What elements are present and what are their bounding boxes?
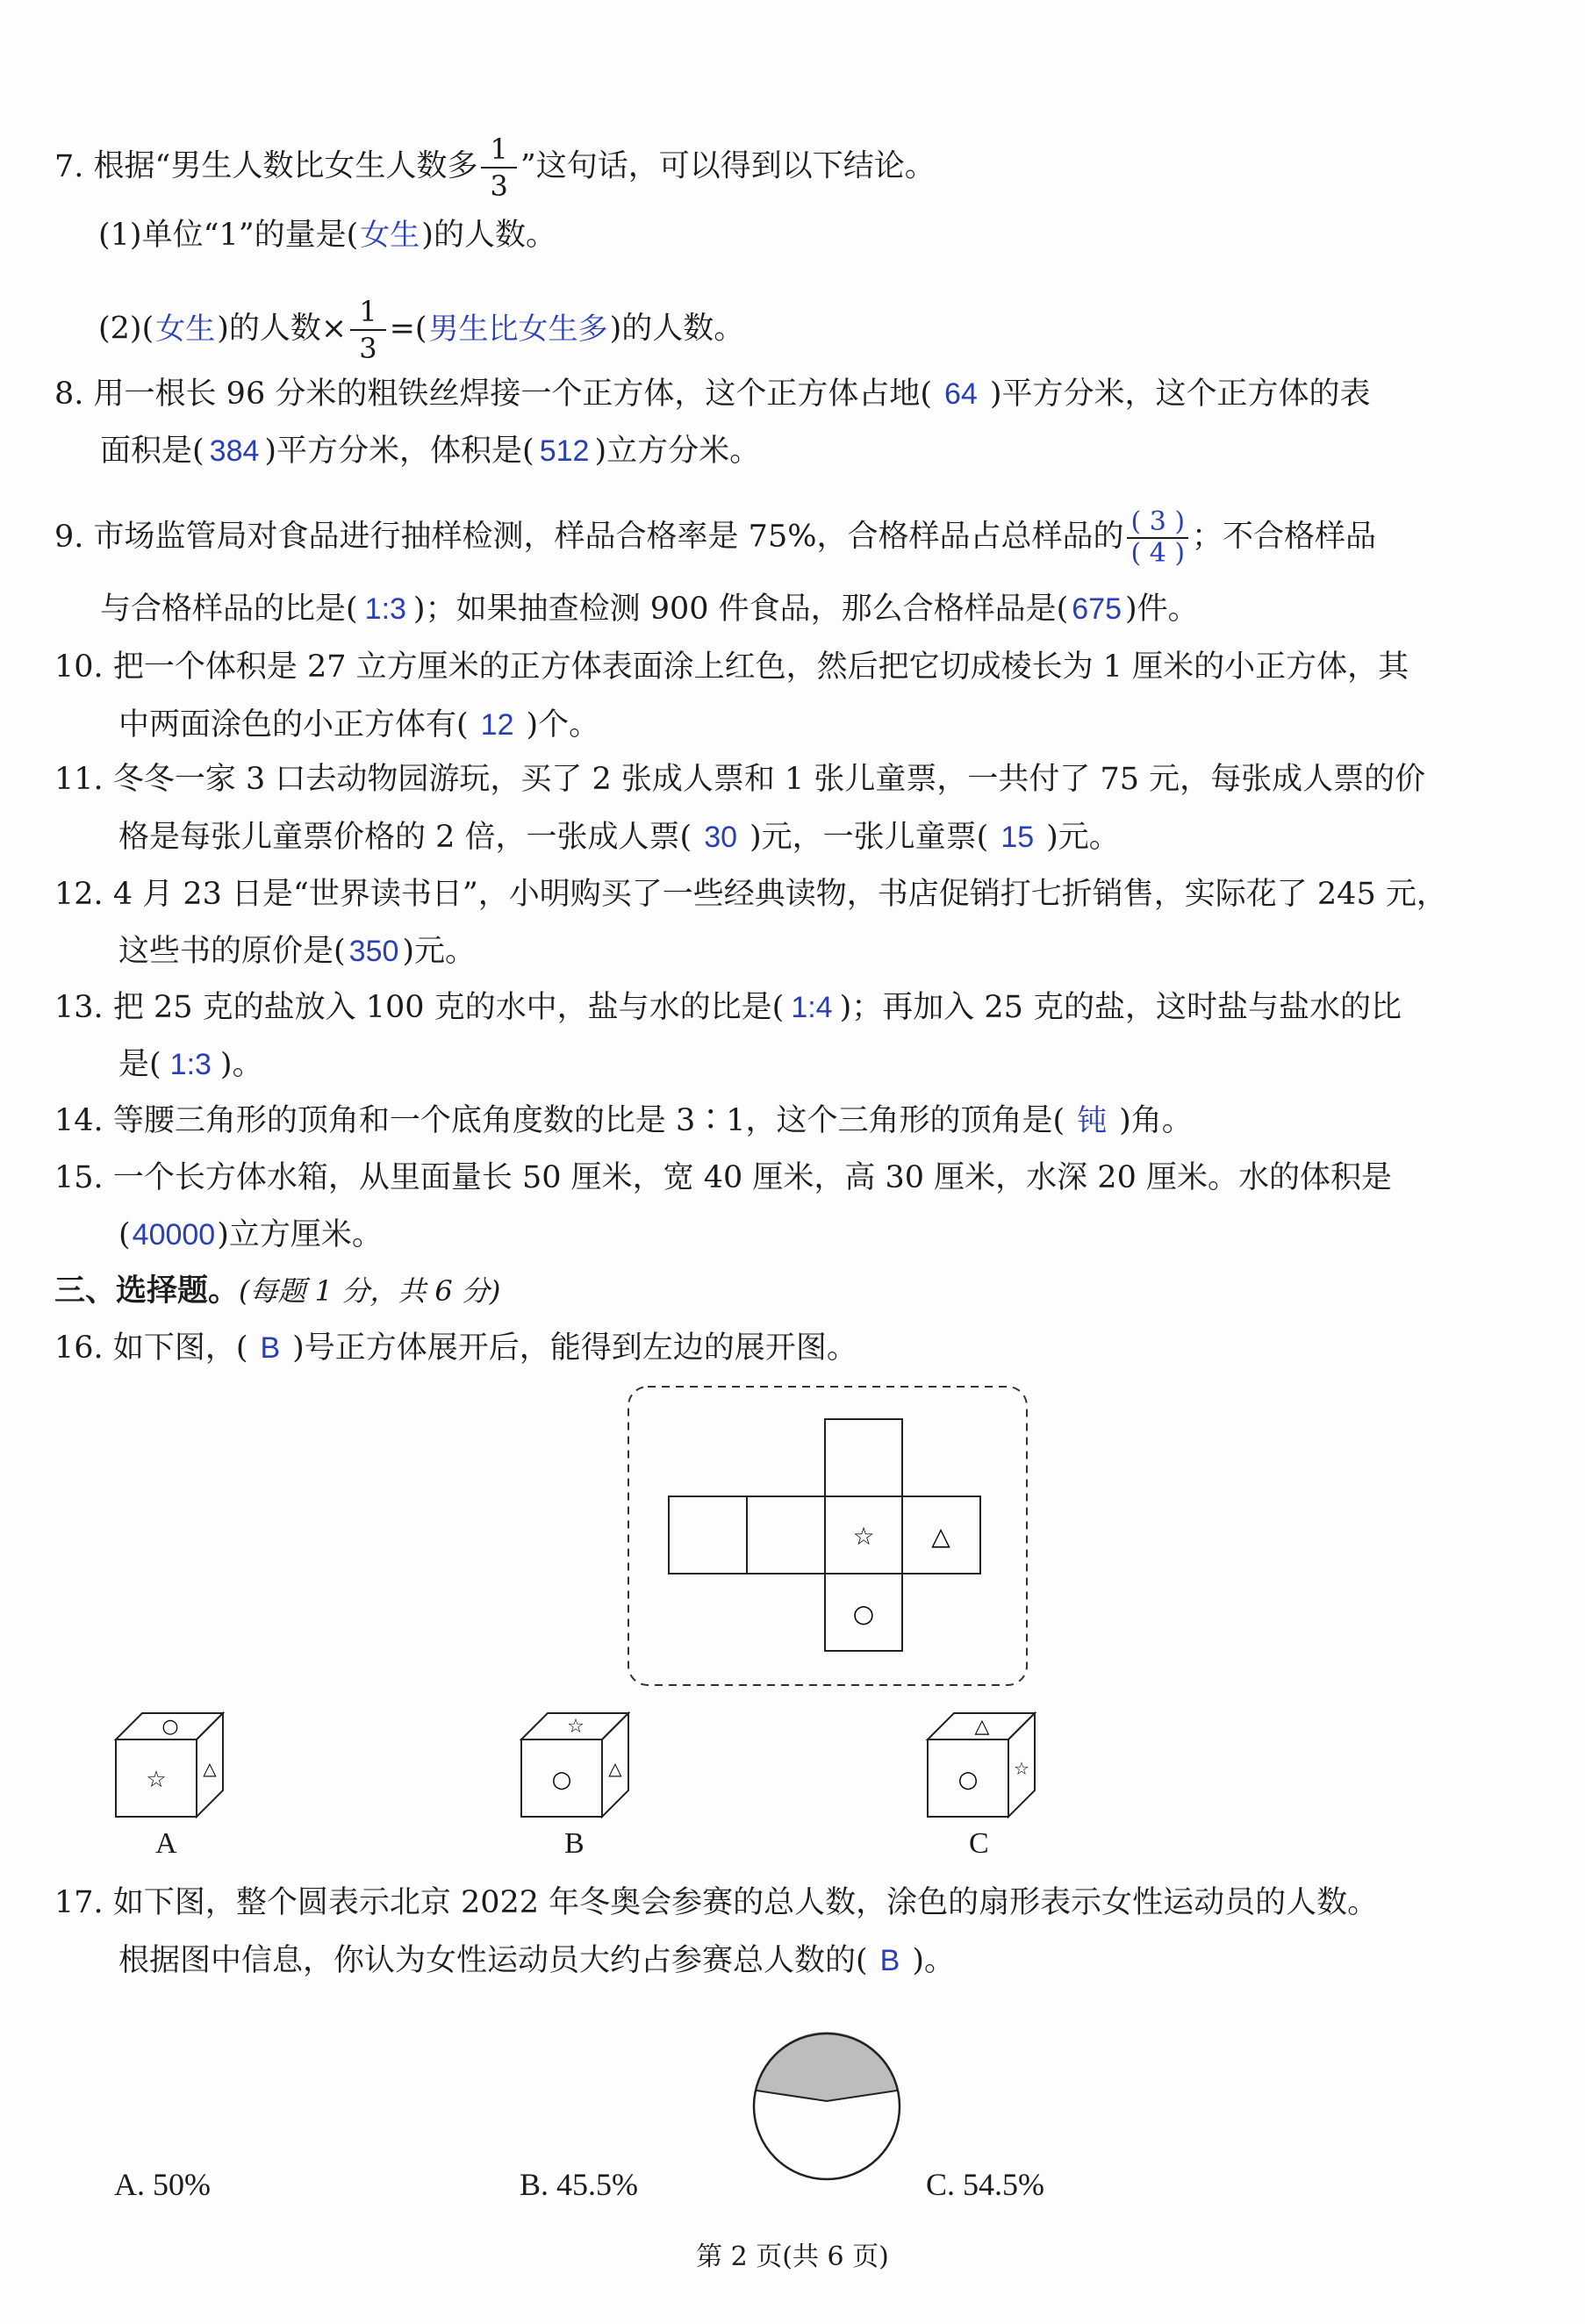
answer-8-1[interactable]: 64 — [944, 377, 978, 411]
answer-14-1[interactable]: 钝 — [1077, 1104, 1108, 1137]
question-7-sub2: (2)(女生)的人数× $\frac{1}{3}$ =(男生比女生多)的人数。 — [98, 295, 745, 365]
cube-a-figure — [112, 1708, 235, 1822]
question-15-line2: (40000)立方厘米。 — [118, 1212, 1539, 1258]
answer-7-2a[interactable]: 女生 — [155, 312, 216, 346]
net-square-1 — [669, 1496, 747, 1574]
female-athletes-sector — [756, 2032, 899, 2101]
net-star-icon: ☆ — [852, 1522, 875, 1551]
answer-13-2[interactable]: 1:3 — [169, 1048, 212, 1081]
cube-c-label[interactable]: C — [969, 1827, 989, 1860]
answer-7-2b[interactable]: 男生比女生多 — [428, 312, 608, 346]
question-11-line1: 11. 冬冬一家 3 口去动物园游玩，买了 2 张成人票和 1 张儿童票，一共付了 75 元，每张成人票的价 — [54, 762, 1426, 797]
pie-circle-figure — [748, 2027, 906, 2185]
answer-11-1[interactable]: 30 — [704, 821, 738, 854]
answer-12-1[interactable]: 350 — [348, 935, 399, 968]
cube-b-side-icon: △ — [608, 1758, 622, 1779]
net-square-top — [825, 1419, 902, 1496]
net-dashed-border — [628, 1387, 1027, 1685]
question-14: 14. 等腰三角形的顶角和一个底角度数的比是 3∶1，这个三角形的顶角是( 钝 )角。 — [54, 1098, 1539, 1144]
answer-7-1[interactable]: 女生 — [360, 219, 420, 252]
cube-net-figure — [614, 1378, 1036, 1694]
answer-10-1[interactable]: 12 — [480, 708, 514, 742]
question-7-stem: 7. 根据“男生人数比女生人数多 $\frac{1}{3}$ ”这句话，可以得到以下结论。 — [54, 133, 936, 203]
answer-9-1[interactable]: 1:3 — [364, 592, 406, 626]
cube-b-front-icon: ○ — [551, 1767, 572, 1793]
question-13-line2: 是( 1:3 )。 — [118, 1042, 1539, 1087]
net-circle-icon: ○ — [852, 1599, 875, 1628]
net-square-2 — [747, 1496, 825, 1574]
net-triangle-icon: △ — [931, 1522, 950, 1551]
question-10-line1: 10. 把一个体积是 27 立方厘米的正方体表面涂上红色，然后把它切成棱长为 1 厘米的小正方体，其 — [54, 649, 1409, 685]
question-9-line1: 9. 市场监管局对食品进行抽样检测，样品合格率是 75%，合格样品占总样品的 $\frac{( 3 )}{( 4 )}$ ；不合格样品 — [54, 506, 1377, 569]
option-a[interactable]: A. 50% — [114, 2167, 211, 2202]
cube-c-figure — [924, 1708, 1047, 1822]
cube-b-top-icon: ☆ — [567, 1716, 585, 1738]
answer-17-1[interactable]: B — [879, 1944, 900, 1977]
cube-c-side-icon: ☆ — [1014, 1758, 1029, 1779]
answer-15-1[interactable]: 40000 — [132, 1218, 216, 1252]
section-3-heading: 三、选择题。(每题 1 分，共 6 分) — [54, 1273, 501, 1309]
question-8-line2: 面积是( 384 )平方分米，体积是( 512 )立方分米。 — [100, 428, 1539, 474]
question-13-line1: 13. 把 25 克的盐放入 100 克的水中，盐与水的比是( 1:4 )；再加入 25 克的盐，这时盐与盐水的比 — [54, 985, 1539, 1030]
answer-8-2[interactable]: 384 — [209, 434, 260, 468]
question-12-line2: 这些书的原价是( 350 )元。 — [118, 929, 1539, 974]
cube-c-top-icon: △ — [974, 1716, 990, 1738]
page-footer: 第 2 页(共 6 页) — [696, 2242, 889, 2272]
question-7-sub1: (1)单位“1”的量是(女生)的人数。 — [98, 212, 1539, 258]
question-12-line1: 12. 4 月 23 日是“世界读书日”，小明购买了一些经典读物，书店促销打七折销售，实际花了 245 元， — [54, 877, 1447, 912]
answer-11-2[interactable]: 15 — [1000, 821, 1035, 854]
answer-13-1[interactable]: 1:4 — [791, 991, 833, 1024]
cube-a-label[interactable]: A — [155, 1827, 177, 1860]
fraction-one-third: $\frac{1}{3}$ — [481, 132, 516, 204]
question-17-line1: 17. 如下图，整个圆表示北京 2022 年冬奥会参赛的总人数，涂色的扇形表示女性运动员的人数。 — [54, 1885, 1379, 1920]
cube-c-front-icon: ○ — [957, 1767, 979, 1793]
question-8-line1: 8. 用一根长 96 分米的粗铁丝焊接一个正方体，这个正方体占地( 64 )平方分米，这个正方体的表 — [54, 371, 1539, 417]
question-11-line2: 格是每张儿童票价格的 2 倍，一张成人票( 30 )元，一张儿童票( 15 )元。 — [118, 814, 1539, 860]
answer-16-1[interactable]: B — [260, 1331, 281, 1365]
question-16: 16. 如下图，( B )号正方体展开后，能得到左边的展开图。 — [54, 1325, 1539, 1371]
option-c[interactable]: C. 54.5% — [926, 2167, 1044, 2202]
fraction-one-third-2: $\frac{1}{3}$ — [350, 294, 385, 366]
answer-9-2[interactable]: 675 — [1072, 592, 1122, 626]
answer-8-3[interactable]: 512 — [539, 434, 590, 468]
question-15-line1: 15. 一个长方体水箱，从里面量长 50 厘米，宽 40 厘米，高 30 厘米，水深 20 厘米。水的体积是 — [54, 1160, 1392, 1195]
question-9-line2: 与合格样品的比是( 1:3 )；如果抽查检测 900 件食品，那么合格样品是( 675 )件。 — [100, 586, 1539, 632]
cube-a-top-icon: ○ — [161, 1716, 179, 1738]
question-10-line2: 中两面涂色的小正方体有( 12 )个。 — [118, 702, 1539, 748]
cube-a-side-icon: △ — [203, 1758, 217, 1779]
answer-9-fraction[interactable]: $\frac{( 3 )}{( 4 )}$ — [1127, 507, 1188, 569]
option-b[interactable]: B. 45.5% — [520, 2167, 638, 2202]
question-17-line2: 根据图中信息，你认为女性运动员大约占参赛总人数的( B )。 — [118, 1938, 1539, 1983]
cube-a-front-icon: ☆ — [146, 1767, 167, 1793]
cube-b-figure — [518, 1708, 641, 1822]
cube-b-label[interactable]: B — [564, 1827, 585, 1860]
